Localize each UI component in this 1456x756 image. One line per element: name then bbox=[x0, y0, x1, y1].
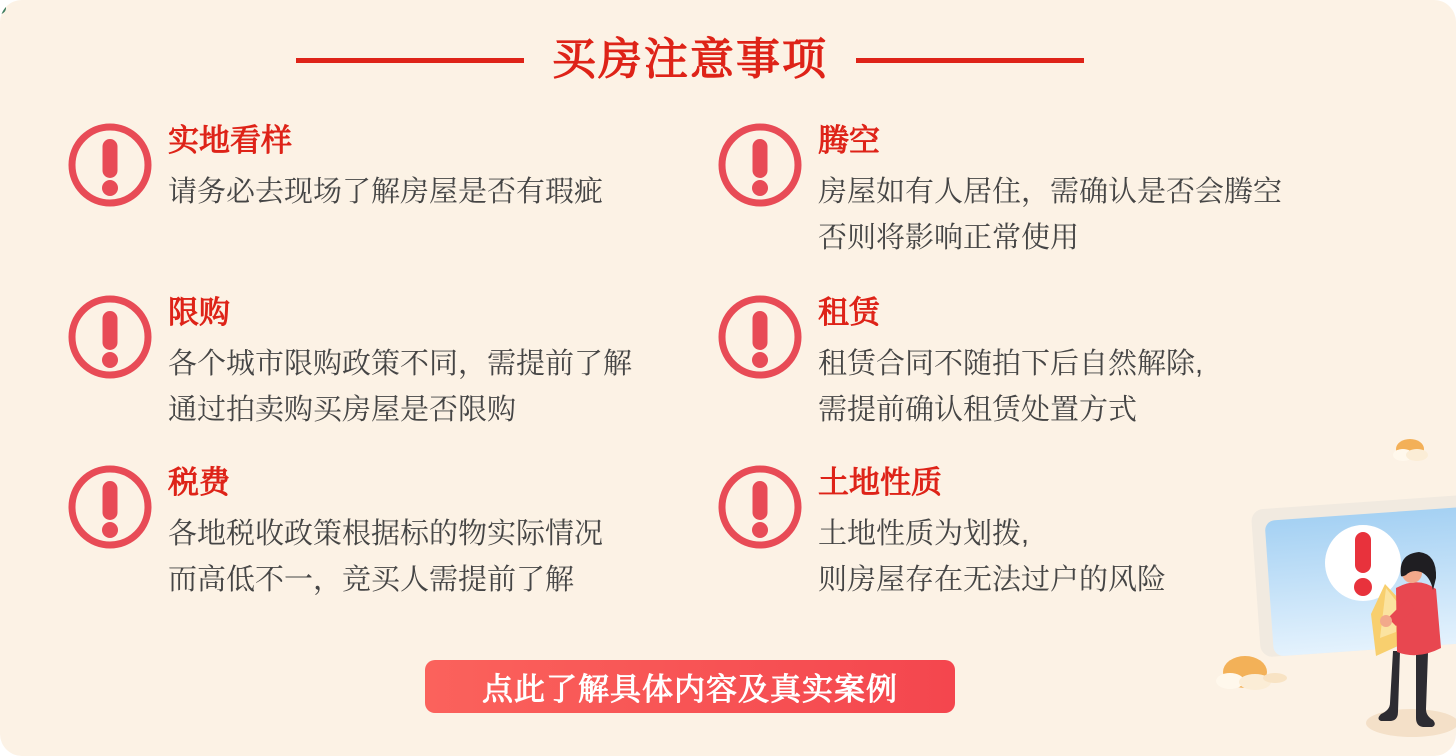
notice-item-line: 则房屋存在无法过户的风险 bbox=[818, 564, 1167, 596]
notice-item-line: 各个城市限购政策不同，需提前了解 bbox=[168, 348, 633, 380]
notice-item-line: 土地性质为划拨, bbox=[818, 518, 1030, 550]
notice-item-taxes bbox=[68, 465, 603, 603]
title-divider-left bbox=[296, 58, 524, 63]
notice-item-title: 税费 bbox=[168, 465, 230, 500]
notice-item-title: 土地性质 bbox=[818, 465, 942, 500]
person-warning-billboard-illustration bbox=[1156, 426, 1456, 756]
notice-item-line: 租赁合同不随拍下后自然解除, bbox=[818, 348, 1204, 380]
notice-item-line: 请务必去现场了解房屋是否有瑕疵 bbox=[168, 176, 604, 208]
notice-item-line: 否则将影响正常使用 bbox=[818, 222, 1080, 254]
learn-more-button[interactable]: 点此了解具体内容及真实案例 bbox=[425, 660, 955, 713]
notice-item-title: 限购 bbox=[168, 295, 230, 330]
exclamation-circle-icon bbox=[718, 465, 802, 549]
exclamation-circle-icon bbox=[718, 123, 802, 207]
notice-item-title: 租赁 bbox=[818, 295, 880, 330]
notice-item-line: 房屋如有人居住，需确认是否会腾空 bbox=[818, 176, 1283, 208]
notice-item-line: 而高低不一，竞买人需提前了解 bbox=[168, 564, 575, 596]
page-title: 买房注意事项 bbox=[552, 35, 828, 84]
ground-shadow bbox=[1366, 709, 1456, 737]
exclamation-circle-icon bbox=[68, 123, 152, 207]
leaf-decoration bbox=[0, 0, 8, 15]
notice-item-line: 各地税收政策根据标的物实际情况 bbox=[168, 518, 604, 550]
notice-item-land-nature bbox=[718, 465, 1166, 603]
notice-item-title: 实地看样 bbox=[168, 123, 292, 158]
leaf-decoration bbox=[1447, 0, 1456, 10]
page-header bbox=[0, 36, 1380, 84]
notice-item-lease bbox=[718, 295, 1203, 433]
notice-item-line: 通过拍卖购买房屋是否限购 bbox=[168, 394, 517, 426]
notice-item-site-visit bbox=[68, 123, 603, 215]
cloud-large bbox=[1216, 656, 1287, 690]
notice-item-title: 腾空 bbox=[818, 123, 880, 158]
exclamation-circle-icon bbox=[68, 295, 152, 379]
notice-item-line: 需提前确认租赁处置方式 bbox=[818, 394, 1138, 426]
notice-item-vacating bbox=[718, 123, 1282, 261]
title-divider-right bbox=[856, 58, 1084, 63]
cloud-small bbox=[1393, 439, 1428, 461]
exclamation-circle-icon bbox=[68, 465, 152, 549]
notice-item-purchase-limit bbox=[68, 295, 632, 433]
exclamation-circle-icon bbox=[718, 295, 802, 379]
